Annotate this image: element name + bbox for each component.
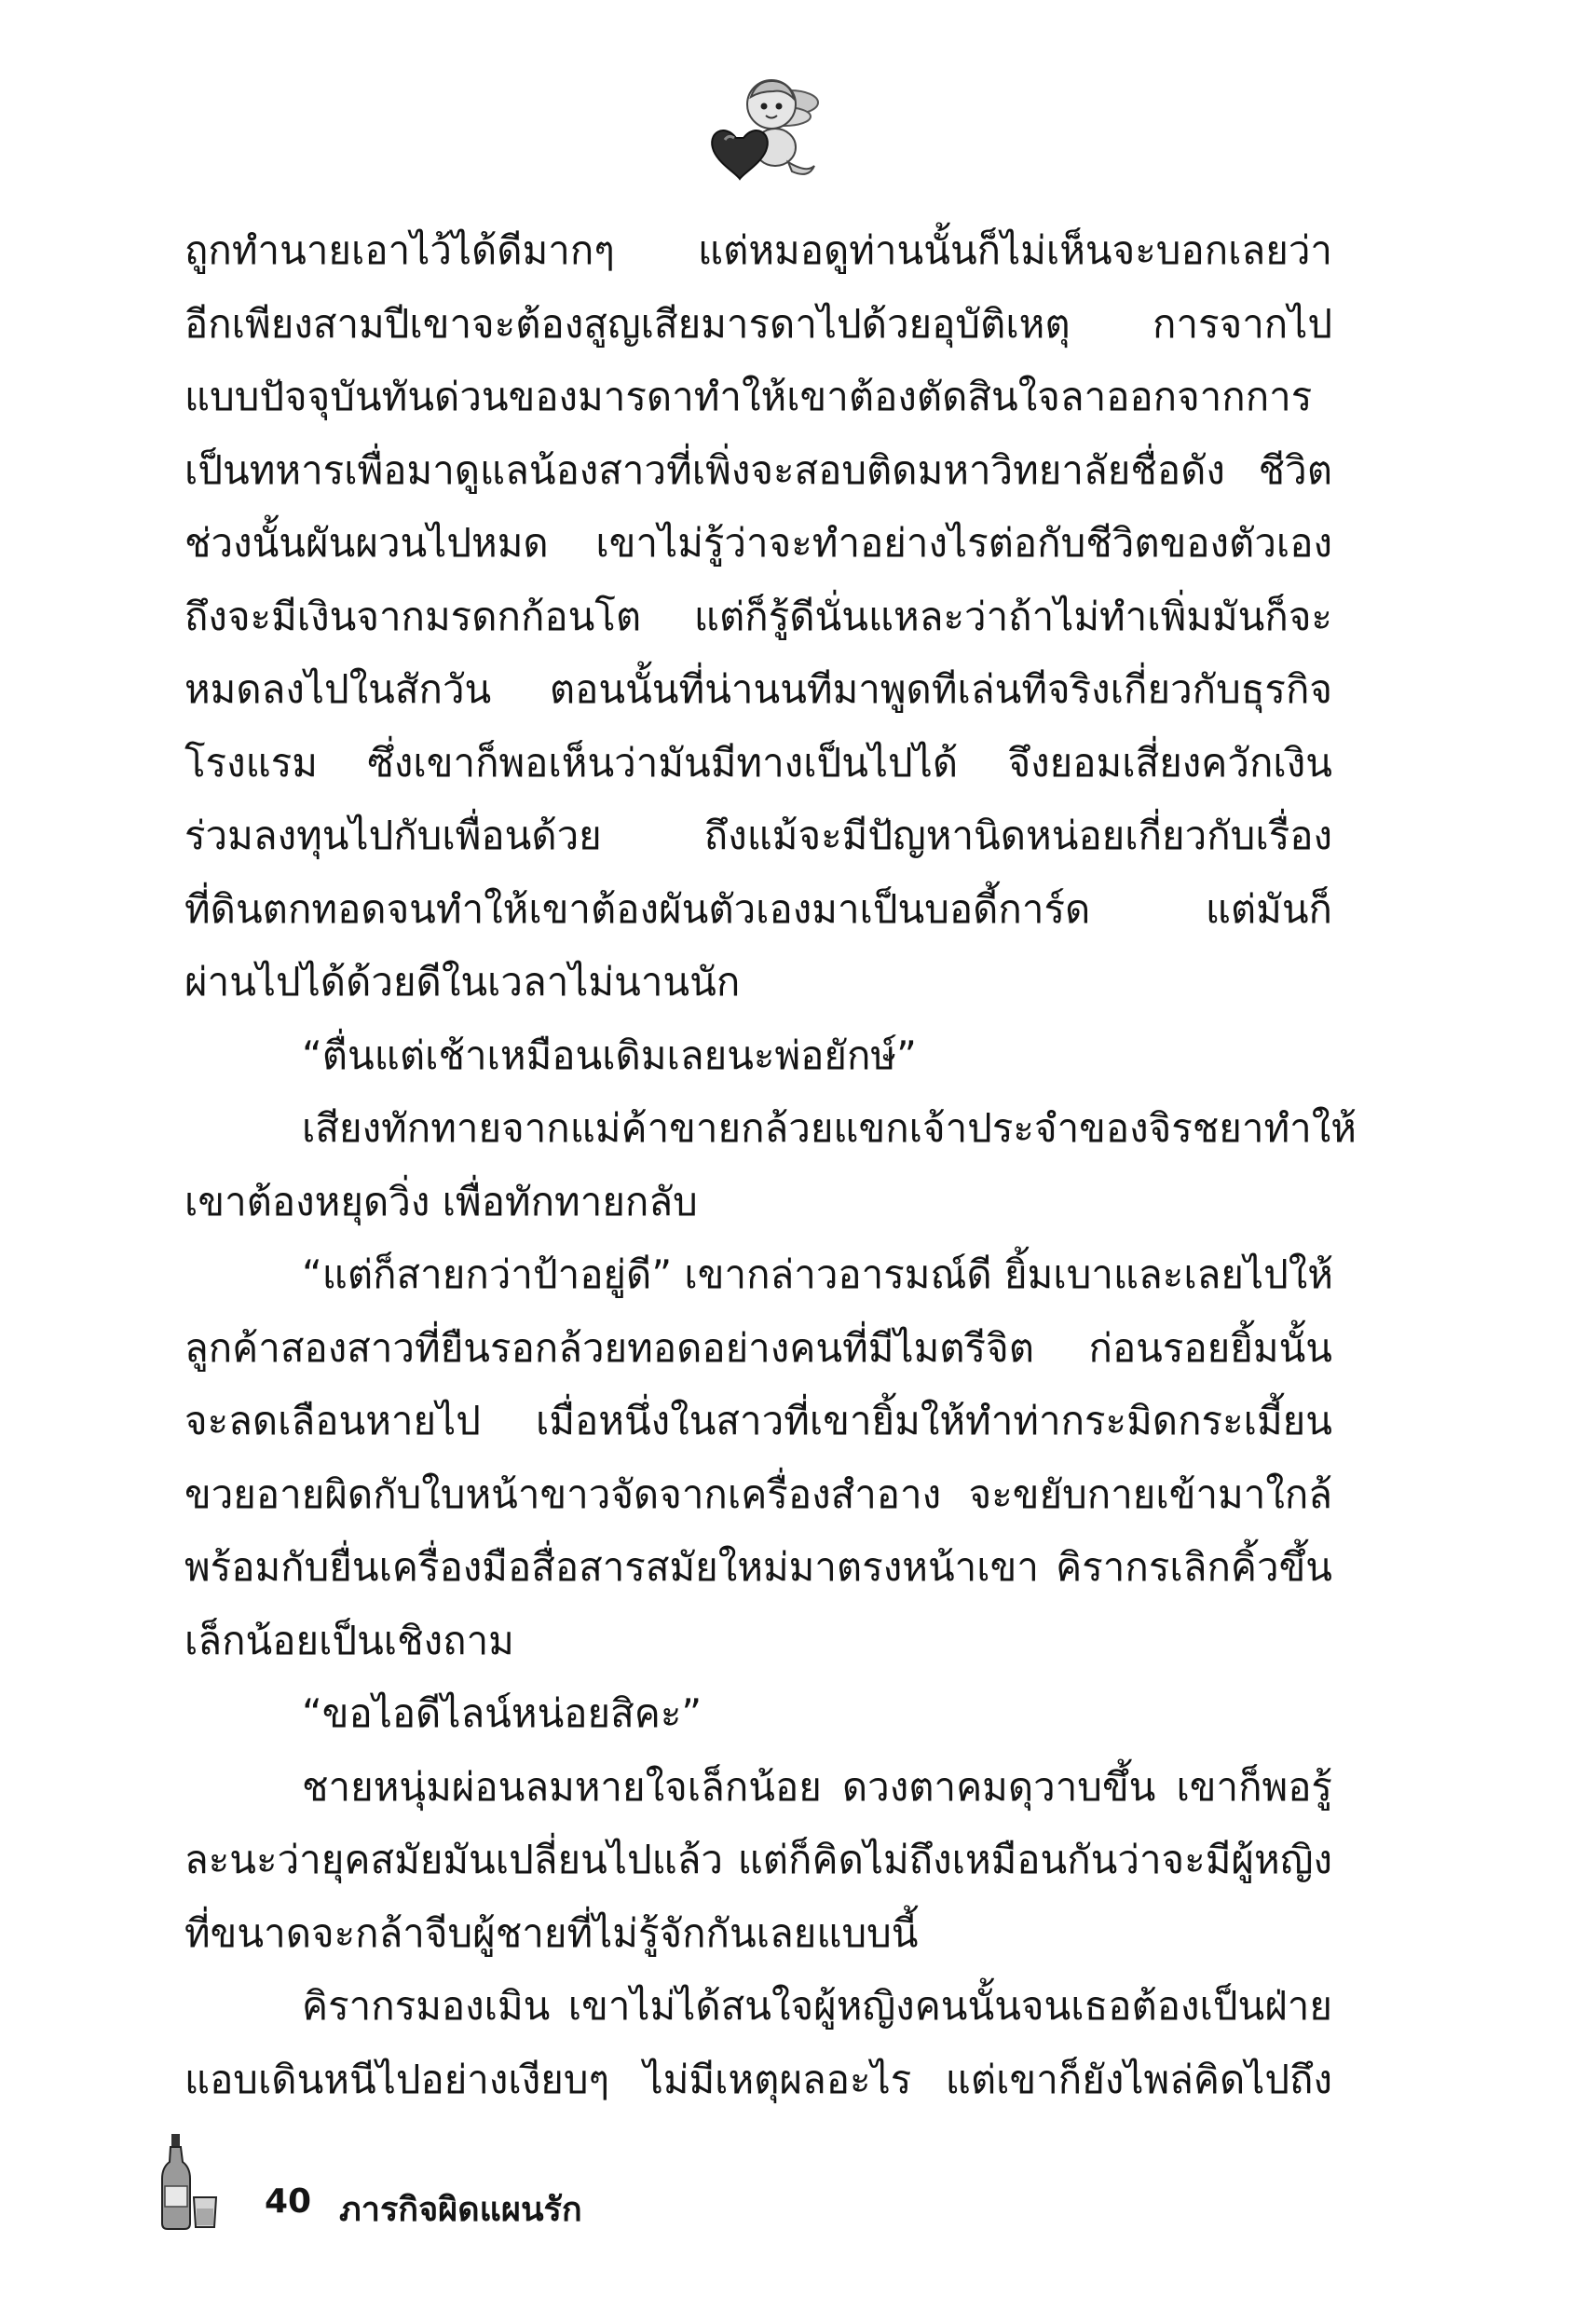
text-line: เสียงทักทายจากแม่ค้าขายกล้วยแขกเจ้าประจำของจิรชยาทำให้: [302, 1105, 1357, 1151]
page-number: 40: [265, 2182, 312, 2221]
book-title: ภารกิจผิดแผนรัก: [339, 2191, 582, 2229]
text-line: เล็กน้อยเป็นเชิงถาม: [184, 1617, 514, 1663]
text-line: พร้อมกับยื่นเครื่องมือสื่อสารสมัยใหม่มาตรงหน้าเขา คิรากรเลิกคิ้วขึ้น: [184, 1544, 1332, 1590]
text-line: ผ่านไปได้ด้วยดีในเวลาไม่นานนัก: [184, 959, 741, 1005]
text-line: ที่ดินตกทอดจนทำให้เขาต้องผันตัวเองมาเป็นบอดี้การ์ด แต่มันก็: [184, 885, 1332, 932]
text-line: โรงแรม ซึ่งเขาก็พอเห็นว่ามันมีทางเป็นไปได้ จึงยอมเสี่ยงควักเงิน: [184, 739, 1332, 786]
text-line: จะลดเลือนหายไป เมื่อหนึ่งในสาวที่เขายิ้มให้ทำท่ากระมิดกระเมี้ยน: [184, 1398, 1332, 1443]
text-line: ช่วงนั้นผันผวนไปหมด เขาไม่รู้ว่าจะทำอย่างไรต่อกับชีวิตของตัวเอง: [184, 520, 1332, 566]
text-line: ถูกทำนายเอาไว้ได้ดีมากๆ แต่หมอดูท่านนั้นก็ไม่เห็นจะบอกเลยว่า: [184, 227, 1332, 273]
text-line: ละนะว่ายุคสมัยมันเปลี่ยนไปแล้ว แต่ก็คิดไม่ถึงเหมือนกันว่าจะมีผู้หญิง: [184, 1837, 1332, 1882]
text-line: แอบเดินหนีไปอย่างเงียบๆ ไม่มีเหตุผลอะไร แต่เขาก็ยังไพล่คิดไปถึง: [184, 2056, 1332, 2102]
text-line: อีกเพียงสามปีเขาจะต้องสูญเสียมารดาไปด้วยอุบัติเหตุ การจากไป: [184, 300, 1332, 347]
text-line: แบบปัจจุบันทันด่วนของมารดาทำให้เขาต้องตัดสินใจลาออกจากการ: [184, 374, 1313, 419]
text-line: เป็นทหารเพื่อมาดูแลน้องสาวที่เพิ่งจะสอบติดมหาวิทยาลัยชื่อดัง ชีวิต: [184, 446, 1332, 493]
text-line: ร่วมลงทุนไปกับเพื่อนด้วย ถึงแม้จะมีปัญหานิดหน่อยเกี่ยวกับเรื่อง: [184, 813, 1332, 858]
text-line: “ตื่นแต่เช้าเหมือนเดิมเลยนะพ่อยักษ์”: [302, 1032, 917, 1078]
liquor-bottle-icon: [160, 2134, 225, 2232]
cupid-with-heart-icon: [699, 65, 839, 186]
text-line: หมดลงไปในสักวัน ตอนนั้นที่น่านนทีมาพูดทีเล่นทีจริงเกี่ยวกับธุรกิจ: [184, 666, 1332, 712]
text-line: ถึงจะมีเงินจากมรดกก้อนโต แต่ก็รู้ดีนั่นแหละว่าถ้าไม่ทำเพิ่มมันก็จะ: [184, 593, 1332, 639]
text-line: “แต่ก็สายกว่าป้าอยู่ดี” เขากล่าวอารมณ์ดี ยิ้มเบาและเลยไปให้: [302, 1251, 1333, 1297]
text-line: เขาต้องหยุดวิ่ง เพื่อทักทายกลับ: [184, 1178, 698, 1224]
text-line: ลูกค้าสองสาวที่ยืนรอกล้วยทอดอย่างคนที่มีไมตรีจิต ก่อนรอยยิ้มนั้น: [184, 1324, 1332, 1371]
page-footer: [160, 2134, 719, 2236]
text-line: คิรากรมองเมิน เขาไม่ได้สนใจผู้หญิงคนนั้นจนเธอต้องเป็นฝ่าย: [302, 1983, 1332, 2029]
text-line: ที่ขนาดจะกล้าจีบผู้ชายที่ไม่รู้จักกันเลยแบบนี้: [184, 1909, 919, 1956]
text-line: “ขอไอดีไลน์หน่อยสิคะ”: [302, 1690, 703, 1736]
body-text: [184, 214, 1357, 2116]
text-line: ชายหนุ่มผ่อนลมหายใจเล็กน้อย ดวงตาคมดุวาบขึ้น เขาก็พอรู้: [302, 1763, 1332, 1810]
text-line: ขวยอายผิดกับใบหน้าขาวจัดจากเครื่องสำอาง จะขยับกายเข้ามาใกล้: [184, 1470, 1332, 1517]
